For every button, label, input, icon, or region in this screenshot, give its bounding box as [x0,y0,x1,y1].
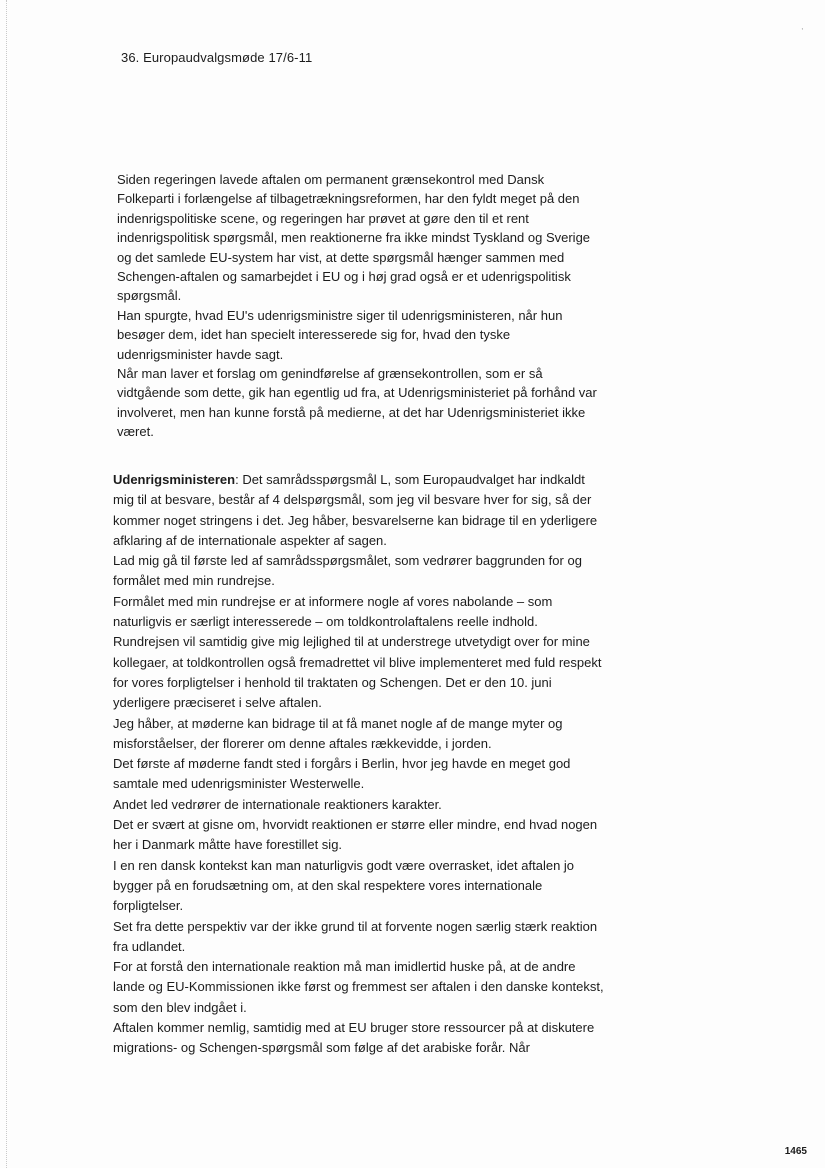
scan-edge-line [6,0,7,1168]
speaker-intro: : Det samrådsspørgsmål L, som Europaudvalget har indkaldt mig til at besvare, består af 4 delspørgsmål, som jeg vil besvare hver for sig, så der kommer noget stringens i det. Jeg håber, besvarelserne kan bidrage til en yderligere afklaring af de internationale aspekter af sagen. [113,472,598,548]
speaker-paragraph [113,470,605,551]
paragraph: For at forstå den internationale reaktion må man imidlertid huske på, at de andre lande og EU-Kommissionen ikke først og fremmest ser aftalen i den danske kontekst, som den blev indgået i. [113,959,604,1015]
paragraph: Når man laver et forslag om genindførelse af grænsekontrollen, som er så vidtgående som dette, gik han egentlig ud fra, at Udenrigsministeriet på forhånd var involveret, men han kunne forstå på medierne, at det har Udenrigsministeriet ikke været. [117,366,597,440]
paragraph: Rundrejsen vil samtidig give mig lejlighed til at understrege utvetydigt over for mine kollegaer, at toldkontrollen også fremadrettet vil blive implementeret med fuld respekt for vores forpligtelser i henhold til traktaten og Schengen. Det er den 10. juni yderligere præciseret i selve aftalen. [113,634,602,711]
paragraph: Formålet med min rundrejse er at informere nogle af vores nabolande – som naturligvis er særligt interesserede – om toldkontrolaftalens reelle indhold. [113,593,553,630]
paragraph: Lad mig gå til første led af samrådsspørgsmålet, som vedrører baggrunden for og formålet med min rundrejse. [113,553,582,589]
paragraph: Det er svært at gisne om, hvorvidt reaktionen er større eller mindre, end hvad nogen her i Danmark måtte have forestillet sig. [113,817,598,853]
paragraph: I en ren dansk kontekst kan man naturligvis godt være overrasket, idet aftalen jo bygger på en forudsætning om, at den skal respektere vores internationale forpligtelser. [113,857,575,914]
page-header: 36. Europaudvalgsmøde 17/6-11 [121,50,313,65]
speaker-name: Udenrigsministeren [113,472,236,487]
paragraph: Jeg håber, at møderne kan bidrage til at få manet nogle af de mange myter og misforståelser, der florerer om denne aftales rækkevidde, i jorden. [113,715,563,751]
paragraph: Aftalen kommer nemlig, samtidig med at EU bruger store ressourcer på at diskutere migrations- og Schengen-spørgsmål som følge af det arabiske forår. Når [113,1020,595,1056]
paragraph: Siden regeringen lavede aftalen om permanent grænsekontrol med Dansk Folkeparti i forlængelse af tilbagetrækningsreformen, har den fyldt meget på den indenrigspolitiske scene, og regeringen har prøvet at gøre den til et rent indenrigspolitisk spørgsmål, men reaktionerne fra ikke mindst Tyskland og Sverige og det samlede EU-system har vist, at dette spørgsmål hænger sammen med Schengen-aftalen og samarbejdet i EU og i høj grad også er et udenrigspolitisk spørgsmål. [117,172,591,304]
paragraph: Han spurgte, hvad EU's udenrigsministre siger til udenrigsministeren, når hun besøger dem, idet han specielt interesserede sig for, hvad den tyske udenrigsminister havde sagt. [117,307,563,362]
scan-mark: ' [801,27,803,36]
section-1 [117,170,603,442]
page-number: 1465 [784,1146,807,1157]
paragraph: Set fra dette perspektiv var der ikke grund til at forvente nogen særlig stærk reaktion fra udlandet. [113,918,598,954]
section-2 [113,470,605,1059]
paragraph: Det første af møderne fandt sted i forgårs i Berlin, hvor jeg havde en meget god samtale med udenrigsminister Westerwelle. [113,756,571,792]
paragraph: Andet led vedrører de internationale reaktioners karakter. [113,796,442,812]
